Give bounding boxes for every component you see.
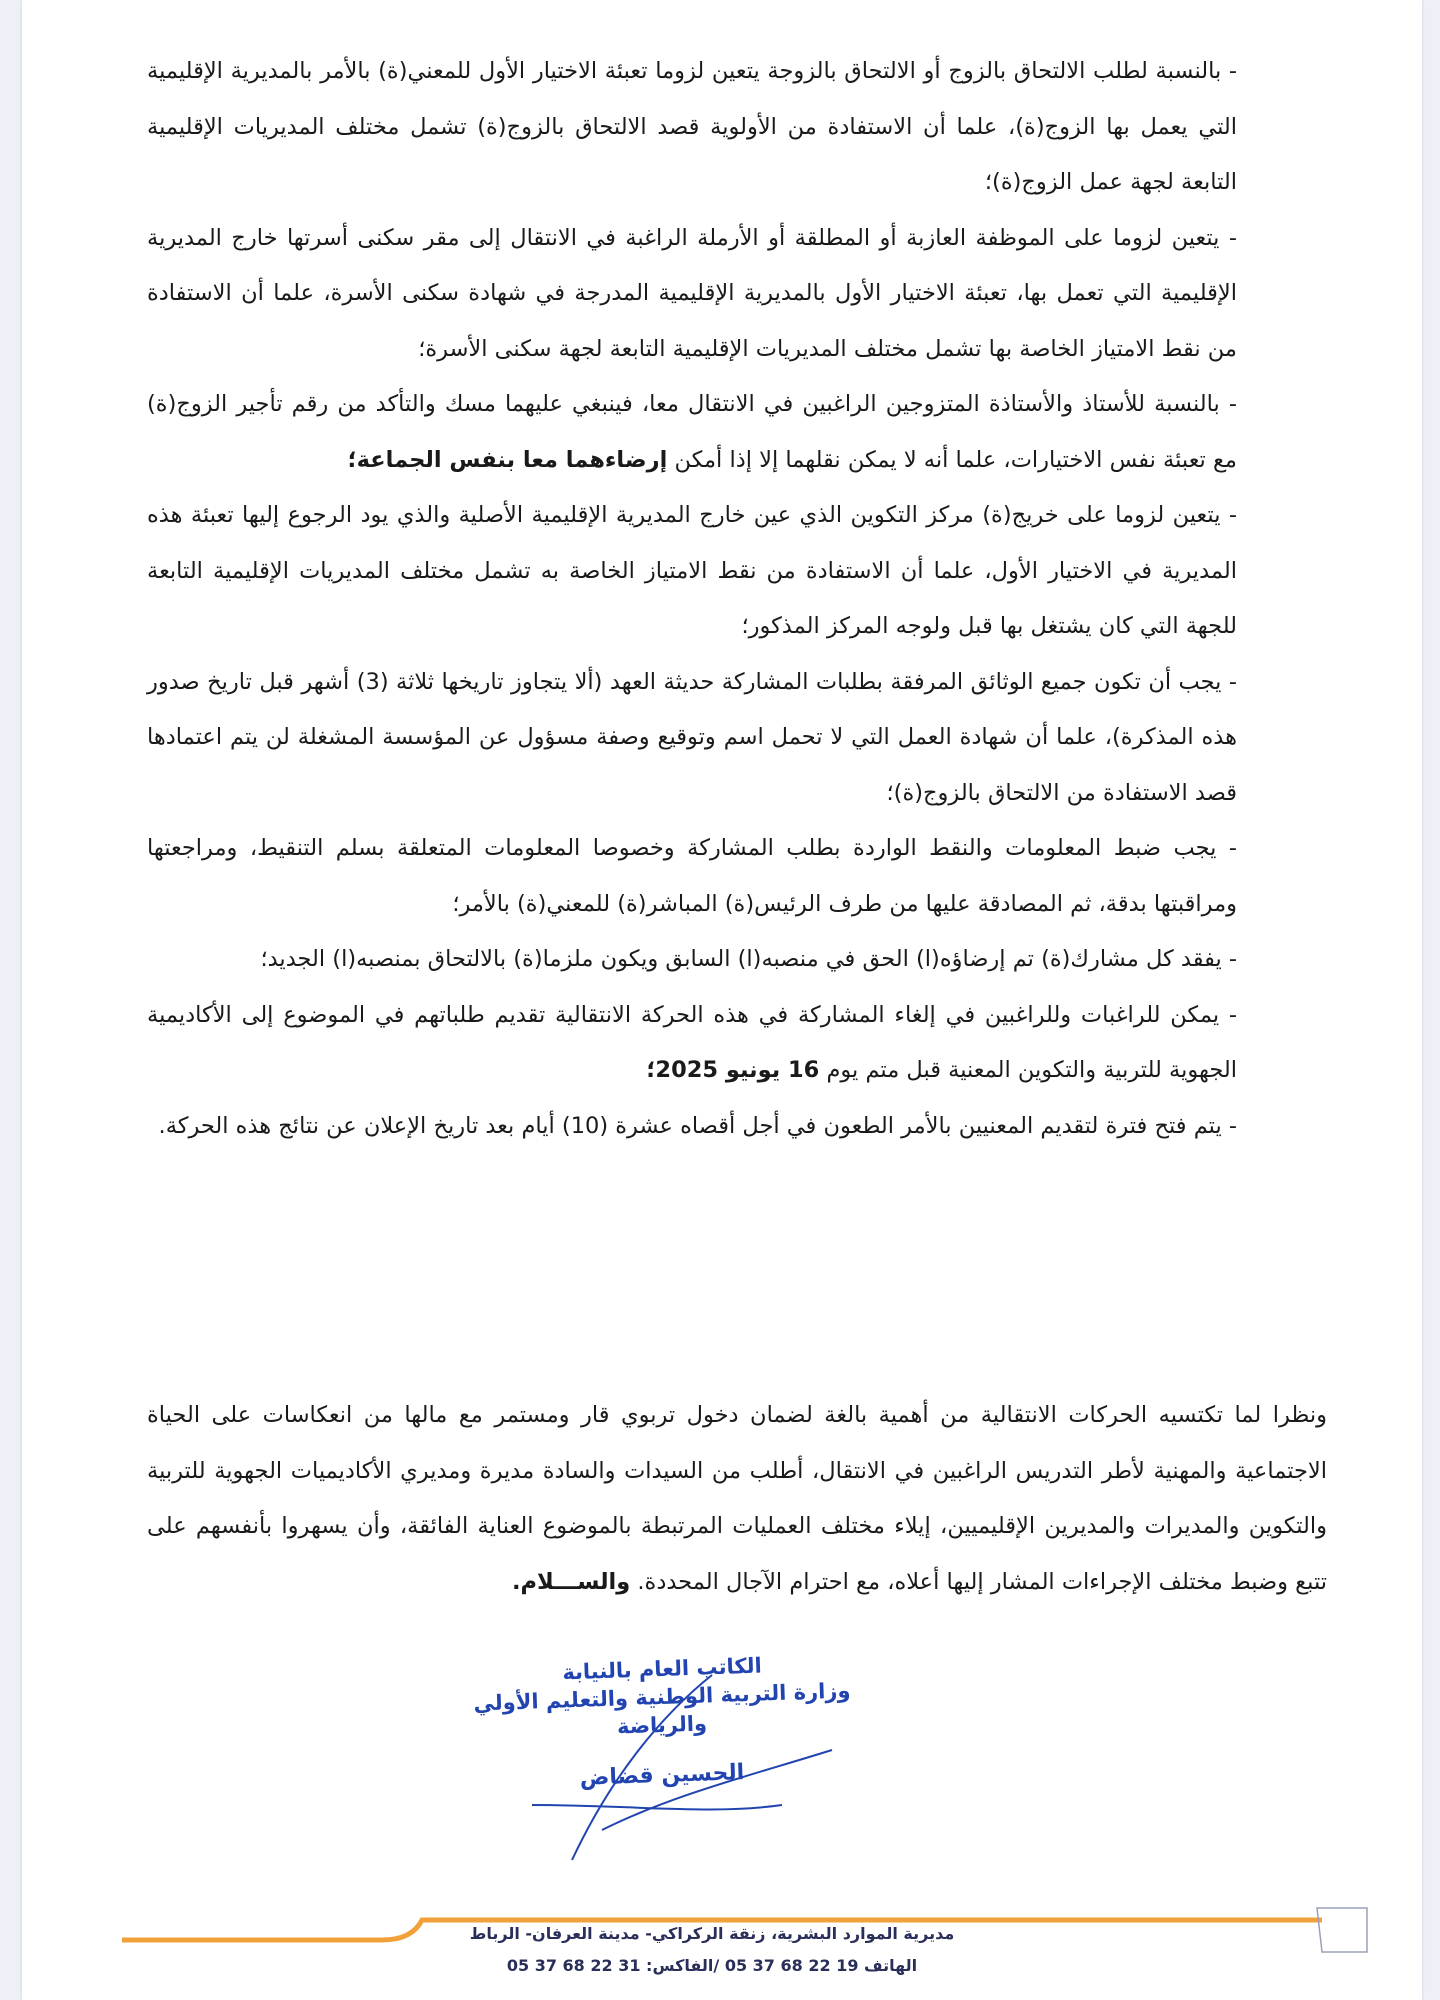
closing-text-wrapper [147, 1388, 1327, 1610]
closing-paragraph [147, 1388, 1327, 1610]
paragraph-information-check: - يجب ضبط المعلومات والنقط الواردة بطلب المشاركة وخصوصا المعلومات المتعلقة بسلم التنقيط، ومراجعتها ومراقبتها بدقة، ثم المصادقة عليها من طرف الرئيس(ة) المباشر(ة) للمعني(ة) بالأمر؛ [147, 835, 1237, 917]
footer-decoration [22, 1890, 1422, 2000]
signature-ministry: وزارة التربية الوطنية والتعليم الأولي [473, 1678, 851, 1716]
paragraph-documents: - يجب أن تكون جميع الوثائق المرفقة بطلبات المشاركة حديثة العهد (ألا يتجاوز تاريخها ثلاثة (3) أشهر قبل تاريخ صدور هذه المذكرة)، علما أن شهادة العمل التي لا تحمل اسم وتوقيع وصفة مسؤول عن المؤسسة المشغلة لن يتم اعتمادها قصد الاستفادة من الالتحاق بالزوج(ة)؛ [147, 668, 1238, 806]
paragraph-cancellation-text: - يمكن للراغبات وللراغبين في إلغاء المشاركة في هذه الحركة الانتقالية تقديم طلباتهم في الموضوع إلى الأكاديمية الجهوية للتربية والتكوين المعنية قبل متم يوم [147, 1001, 1237, 1083]
footer-address: مديرية الموارد البشرية، زنقة الركراكي- مدينة العرفان- الرباط [469, 1924, 955, 1943]
paragraph-appeals: - يتم فتح فترة لتقديم المعنيين بالأمر الطعون في أجل أقصاه عشرة (10) أيام بعد تاريخ الإعلان عن نتائج هذه الحركة. [158, 1112, 1237, 1139]
footer-phone-fax: الهاتف 19 22 68 37 05 /الفاكس: 31 22 68 37 05 [506, 1956, 918, 1975]
paragraph-training-graduate: - يتعين لزوما على خريج(ة) مركز التكوين الذي عين خارج المديرية الإقليمية الأصلية والذي يود الرجوع إليها تعبئة هذه المديرية في الاختيار الأول، علما أن الاستفادة من نقط الامتياز الخاصة به تشمل مختلف المديريات الإقليمية التابعة للجهة التي كان يشتغل بها قبل ولوجه المركز المذكور؛ [147, 502, 1237, 639]
signature-ministry-cont: والرياضة [616, 1711, 708, 1739]
signatory-name: الحسين قضاض [579, 1760, 745, 1791]
closing-text: ونظرا لما تكتسيه الحركات الانتقالية من أهمية بالغة لضمان دخول تربوي قار ومستمر مع مالها من انعكاسات على الحياة الاجتماعية والمهنية لأطر التدريس الراغبين في الانتقال، أطلب من السيدات والسادة مديرة ومديري الأكاديميات الجهوية للتربية والتكوين والمديرات والمديرين الإقليميين، إيلاء مختلف العمليات المرتبطة بالموضوع العناية الفائقة، وأن يسهروا بأنفسهم على تتبع وضبط مختلف الإجراءات المشار إليها أعلاه، مع احترام الآجال المحددة. [147, 1402, 1327, 1595]
footer-corner-mark [1317, 1908, 1367, 1952]
cancellation-deadline: 16 يونيو 2025؛ [646, 1057, 820, 1083]
paragraph-cancellation [147, 988, 1237, 1099]
paragraph-single-employee: - يتعين لزوما على الموظفة العازبة أو المطلقة أو الأرملة الراغبة في الانتقال إلى مقر سكنى أسرتها خارج المديرية الإقليمية التي تعمل بها، تعبئة الاختيار الأول بالمديرية الإقليمية المدرجة في شهادة سكنى الأسرة، علما أن الاستفادة من نقط الامتياز الخاصة بها تشمل مختلف المديريات الإقليمية التابعة لجهة سكنى الأسرة؛ [147, 224, 1237, 362]
signature-title: الكاتب العام بالنيابة [561, 1653, 763, 1685]
signature-stamp [452, 1655, 872, 1875]
paragraph-married-teachers [147, 377, 1237, 488]
paragraph-spouse-reunion: - بالنسبة لطلب الالتحاق بالزوج أو الالتحاق بالزوجة يتعين لزوما تعبئة الاختيار الأول للمعني(ة) بالأمر بالمديرية الإقليمية التي يعمل بها الزوج(ة)، علما أن الاستفادة من الأولوية قصد الالتحاق بالزوج(ة) تشمل مختلف المديريات الإقليمية التابعة لجهة عمل الزوج(ة)؛ [147, 58, 1237, 195]
document-body [147, 44, 1237, 1154]
closing-salutation: والســـلام. [512, 1568, 631, 1595]
document-page [22, 0, 1422, 2000]
paragraph-married-teachers-text: - بالنسبة للأستاذ والأستاذة المتزوجين الراغبين في الانتقال معا، فينبغي عليهما مسك والتأكد من رقم تأجير الزوج(ة) مع تعبئة نفس الاختيارات، علما أنه لا يمكن نقلهما إلا إذا أمكن [147, 391, 1237, 473]
paragraph-married-teachers-bold: إرضاءهما معا بنفس الجماعة؛ [347, 446, 668, 473]
paragraph-post-loss: - يفقد كل مشارك(ة) تم إرضاؤه(ا) الحق في منصبه(ا) السابق ويكون ملزما(ة) بالالتحاق بمنصبه(ا) الجديد؛ [260, 946, 1237, 972]
